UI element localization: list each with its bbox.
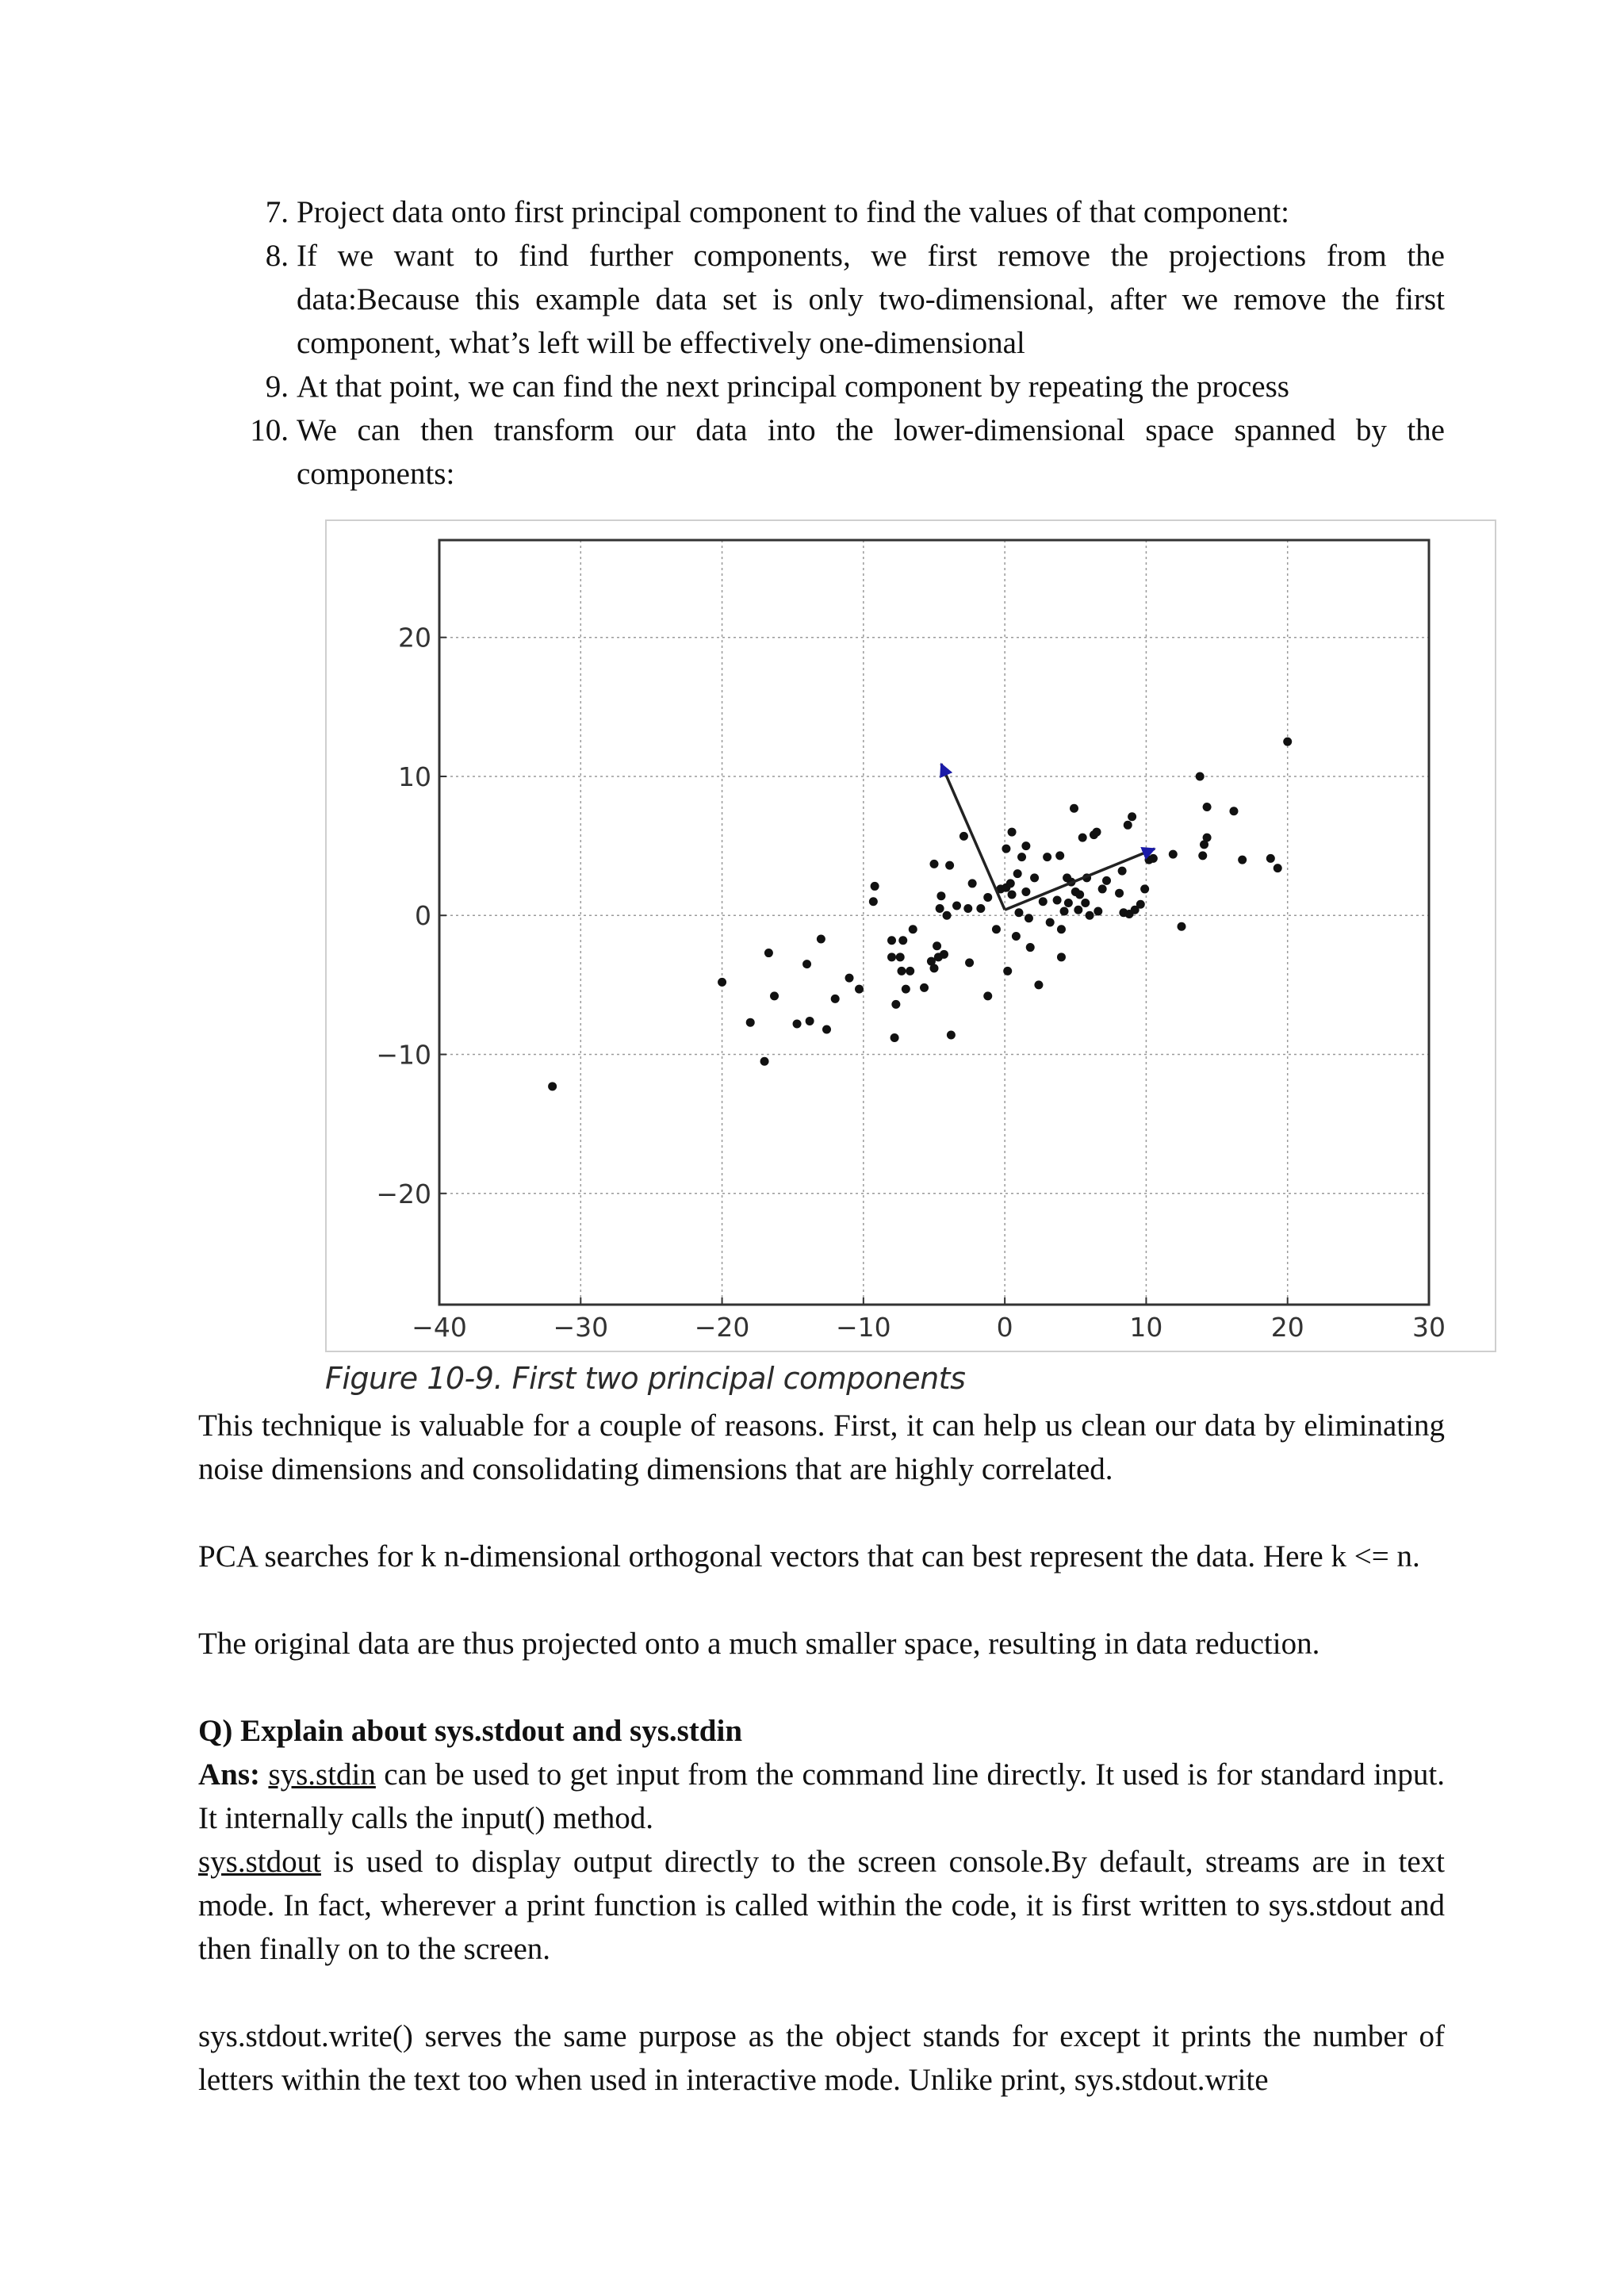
term-stdout: sys.stdout [198,1845,321,1879]
scatter-point [947,1030,956,1039]
answer-stdin [198,1753,1445,1840]
paragraph-pca: PCA searches for k n-dimensional orthogonal vectors that can best represent the data. Here k <= n. [198,1539,1420,1573]
y-tick-label: 10 [398,761,431,792]
scatter-point [1060,907,1069,915]
scatter-point [831,995,840,1003]
scatter-point [770,991,779,1000]
principal-component-vectors [941,764,1155,910]
scatter-point [1136,900,1145,909]
list-text: If we want to find further components, we first remove the projections from the data:Because this example data set is only two-dimensional, after we remove the first component, what’s left will be effectively one-dimensional [297,239,1445,360]
list-text: We can then transform our data into the lower-dimensional space spanned by the components: [297,413,1445,491]
scatter-point [1057,925,1066,933]
list-number: 7. [265,195,289,229]
list-number: 8. [265,239,289,273]
figure-frame [325,519,1496,1352]
scatter-point [1198,851,1207,860]
list-item [198,234,1445,365]
scatter-point [1274,864,1282,872]
scatter-point [1025,914,1033,922]
term-stdin: sys.stdin [268,1757,376,1792]
scatter-point [943,911,952,920]
scatter-point [1078,834,1087,842]
component-arrow [1005,849,1155,910]
scatter-point [802,960,811,968]
scatter-point [902,985,910,994]
list-number: 10. [250,413,289,447]
scatter-point [1238,856,1247,864]
x-tick-label: −40 [412,1312,467,1343]
scatter-point [1266,854,1275,863]
chart-grid [439,540,1429,1305]
scatter-point [1064,899,1073,907]
scatter-point [764,949,773,957]
scatter-point [1124,821,1132,830]
y-tick-label: 0 [415,900,431,932]
scatter-point [887,953,896,961]
axis-ticks [376,623,1446,1343]
scatter-point [898,936,907,945]
scatter-point [906,967,914,976]
answer-label: Ans: [198,1757,261,1792]
data-points [548,738,1292,1091]
list-text: At that point, we can find the next principal component by repeating the process [297,370,1289,404]
scatter-point [1178,922,1186,931]
scatter-point [1118,867,1127,876]
x-tick-label: 20 [1270,1312,1304,1343]
paragraph-technique: This technique is valuable for a couple of reasons. First, it can help us clean our data by eliminating noise dimensions and consolidating dimensions that are highly correlated. [198,1409,1445,1486]
list-number: 9. [265,370,289,404]
x-tick-label: 0 [996,1312,1013,1343]
answer-stdin-text: can be used to get input from the command line directly. It used is for standard input. It internally calls the input() method. [198,1757,1446,1835]
scatter-point [1021,887,1030,896]
x-tick-label: 10 [1129,1312,1163,1343]
y-tick-label: −20 [376,1178,431,1209]
x-tick-label: −10 [836,1312,891,1343]
list-item [198,190,1445,234]
scatter-point [1070,804,1078,813]
scatter-point [855,985,864,994]
scatter-point [1169,850,1178,859]
scatter-point [945,861,954,870]
step-list [198,190,1445,496]
scatter-point [983,893,992,902]
scatter-point [1014,908,1023,917]
scatter-point [793,1019,802,1028]
scatter-point [1013,869,1022,878]
scatter-point [1196,772,1205,780]
scatter-point [1026,943,1035,952]
y-tick-label: 20 [398,622,431,654]
scatter-point [891,1000,900,1009]
scatter-point [1115,889,1124,898]
plot-area-frame [439,540,1429,1305]
scatter-point [897,967,906,976]
scatter-point [965,958,974,967]
scatter-point [718,978,726,987]
scatter-point [1140,884,1149,893]
scatter-point [822,1025,831,1033]
scatter-point [817,935,825,944]
scatter-point [845,974,854,983]
scatter-point [887,936,896,945]
scatter-point [1203,834,1212,842]
figure-caption: Figure 10-9. First two principal components [325,1361,966,1396]
answer-stdout [198,1840,1445,1971]
scatter-point [1039,897,1048,906]
scatter-point [1046,918,1055,927]
scatter-point [891,1033,899,1042]
scatter-point [1008,828,1017,837]
answer-stdout-text: is used to display output directly to the screen console.By default, streams are in text mode. In fact, wherever a print function is called within the code, it is first written to sys.stdout and then finally on to the screen. [198,1845,1445,1966]
scatter-point [983,991,992,1000]
scatter-point [1057,953,1066,961]
scatter-point [1229,807,1238,815]
x-tick-label: −30 [553,1312,609,1343]
scatter-point [968,879,977,887]
scatter-point [1074,906,1082,914]
list-item [198,365,1445,408]
list-item [198,408,1445,496]
scatter-point [1053,895,1062,904]
scatter-point [1043,853,1051,861]
component-arrow [941,764,1005,910]
scatter-point [746,1018,755,1027]
scatter-point [760,1057,769,1066]
scatter-point [548,1082,557,1091]
scatter-point [1034,980,1043,989]
scatter-point [869,897,878,906]
scatter-point [959,832,968,841]
question-heading: Q) Explain about sys.stdout and sys.stdin [198,1714,743,1748]
scatter-point [896,953,905,961]
scatter-point [1002,845,1010,853]
x-tick-label: −20 [694,1312,750,1343]
pca-scatter-chart [327,521,1495,1351]
scatter-point [952,901,961,910]
scatter-point [1283,738,1292,746]
scatter-point [1030,873,1039,882]
scatter-point [1128,812,1136,821]
scatter-point [940,950,948,959]
scatter-point [930,964,939,972]
scatter-point [1055,851,1064,860]
scatter-point [1012,932,1021,941]
scatter-point [992,925,1001,933]
scatter-point [936,904,944,913]
scatter-point [1006,879,1015,887]
scatter-point [1008,890,1017,899]
scatter-point [1081,899,1090,907]
scatter-point [976,904,985,913]
scatter-point [1093,828,1101,837]
scatter-point [1094,907,1102,915]
scatter-point [930,860,939,868]
scatter-point [1075,890,1084,899]
paragraph-stdout-write: sys.stdout.write() serves the same purpose as the object stands for except it prints the number of letters within the text too when used in interactive mode. Unlike print, sys.stdout.write [198,2019,1445,2097]
scatter-point [1102,876,1111,885]
scatter-point [933,941,941,950]
scatter-point [1086,911,1094,920]
scatter-point [920,983,929,992]
list-text: Project data onto first principal component to find the values of that component: [297,195,1290,229]
scatter-point [963,904,972,913]
scatter-point [1021,841,1030,850]
scatter-point [909,925,917,933]
scatter-point [871,882,879,891]
y-tick-label: −10 [376,1039,431,1071]
scatter-point [1003,967,1012,976]
scatter-point [1149,854,1158,863]
scatter-point [1017,853,1026,861]
x-tick-label: 30 [1412,1312,1446,1343]
scatter-point [936,891,945,900]
scatter-point [1098,884,1107,893]
scatter-point [1203,803,1212,811]
scatter-point [806,1017,814,1025]
paragraph-reduction: The original data are thus projected onto a much smaller space, resulting in data reduction. [198,1627,1320,1661]
